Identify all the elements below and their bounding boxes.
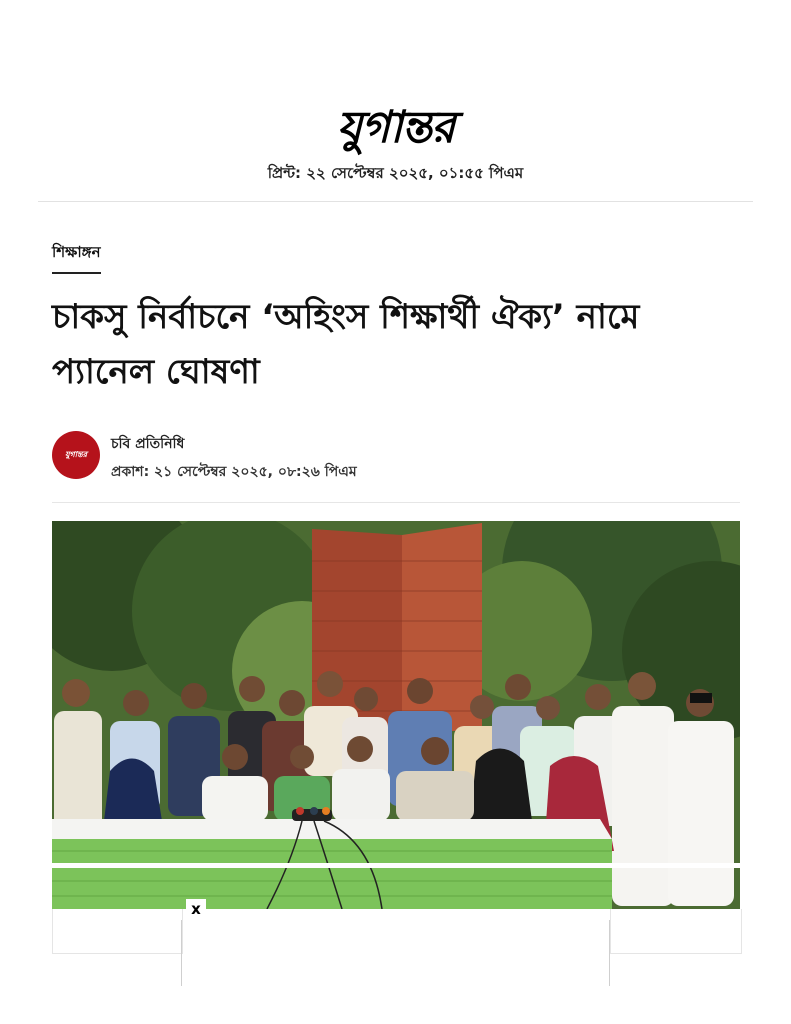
divider bbox=[52, 502, 740, 503]
author-avatar bbox=[52, 431, 100, 479]
article-headline: চাকসু নির্বাচনে ‘অহিংস শিক্ষার্থী ঐক্য’ নামে প্যানেল ঘোষণা bbox=[52, 297, 640, 392]
ad-close-button[interactable]: x bbox=[186, 899, 206, 919]
ad-divider-right bbox=[609, 920, 610, 986]
category-link[interactable]: শিক্ষাঙ্গন bbox=[52, 241, 101, 274]
site-logo[interactable]: যুগান্তর bbox=[336, 102, 455, 153]
ad-frame-right bbox=[610, 909, 742, 954]
ad-frame-left bbox=[52, 909, 183, 954]
author-name[interactable]: চবি প্রতিনিধি bbox=[111, 436, 185, 452]
masthead bbox=[0, 100, 791, 187]
published-date: প্রকাশ: ২১ সেপ্টেম্বর ২০২৫, ০৮:২৬ পিএম bbox=[111, 464, 357, 480]
avatar-logo-text: যুগান্তর bbox=[64, 449, 88, 459]
print-date: প্রিন্ট: ২২ সেপ্টেম্বর ২০২৫, ০১:৫৫ পিএম bbox=[267, 164, 524, 182]
photo-illustration bbox=[52, 521, 740, 909]
photo-overlay-band bbox=[52, 863, 740, 868]
ad-divider-left bbox=[181, 920, 182, 986]
divider bbox=[38, 201, 753, 202]
article-photo bbox=[52, 521, 740, 909]
